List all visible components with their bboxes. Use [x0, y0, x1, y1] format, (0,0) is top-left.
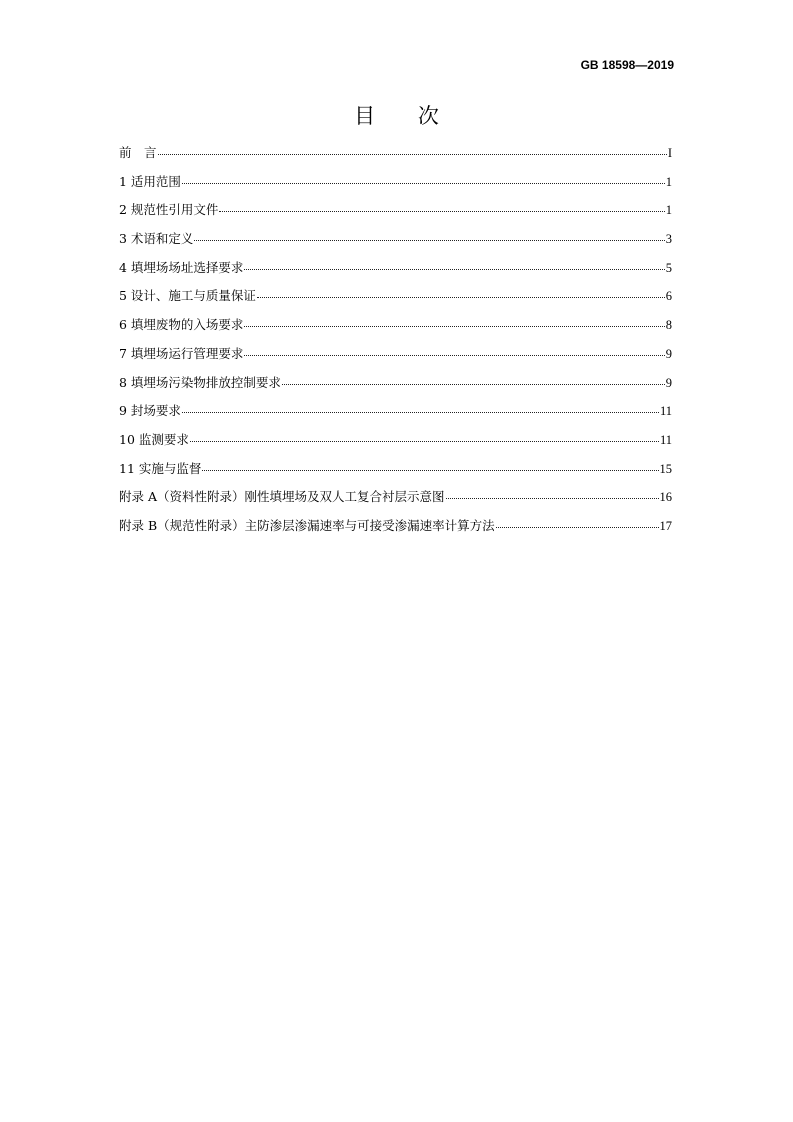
toc-entry-label: 附录 B（规范性附录）主防渗层渗漏速率与可接受渗漏速率计算方法	[119, 517, 495, 533]
toc-entry-9[interactable]	[119, 401, 672, 430]
toc-entry-label: 附录 A（资料性附录）刚性填埋场及双人工复合衬层示意图	[119, 489, 445, 505]
standard-code: GB 18598—2019	[580, 58, 674, 72]
toc-entry-page: 9	[665, 346, 672, 361]
toc-entry-label: 6 填埋废物的入场要求	[119, 317, 244, 333]
table-of-contents	[119, 143, 672, 545]
toc-entry-10[interactable]	[119, 430, 672, 459]
toc-dot-leader	[158, 142, 667, 156]
toc-entry-label: 5 设计、施工与质量保证	[119, 288, 256, 304]
toc-dot-leader	[244, 256, 664, 270]
toc-entry-6[interactable]	[119, 315, 672, 344]
toc-entry-page: 1	[665, 203, 672, 218]
toc-entry-page: 3	[665, 232, 672, 247]
toc-dot-leader	[257, 285, 665, 299]
toc-entry-page: I	[667, 146, 672, 160]
toc-entry-label: 7 填埋场运行管理要求	[119, 345, 244, 361]
toc-entry-11[interactable]	[119, 459, 672, 488]
toc-entry-appendix-a[interactable]	[119, 487, 672, 516]
toc-entry-page: 8	[665, 318, 672, 333]
toc-entry-label: 11 实施与监督	[119, 460, 202, 476]
toc-entry-3[interactable]	[119, 229, 672, 258]
toc-dot-leader	[282, 371, 665, 385]
toc-entry-7[interactable]	[119, 344, 672, 373]
toc-entry-label: 2 规范性引用文件	[119, 202, 219, 218]
toc-entry-page: 15	[659, 461, 672, 476]
toc-entry-label: 3 术语和定义	[119, 231, 194, 247]
toc-entry-page: 6	[665, 289, 672, 304]
toc-entry-label: 前 言	[119, 145, 157, 160]
toc-entry-page: 9	[665, 375, 672, 390]
toc-dot-leader	[190, 428, 659, 442]
toc-entry-page: 5	[665, 260, 672, 275]
toc-dot-leader	[194, 228, 664, 242]
toc-entry-2[interactable]	[119, 200, 672, 229]
page-title: 目 次	[354, 104, 457, 128]
toc-dot-leader	[182, 170, 665, 184]
toc-dot-leader	[244, 314, 664, 328]
toc-entry-label: 9 封场要求	[119, 403, 181, 419]
toc-entry-page: 16	[659, 490, 672, 505]
toc-dot-leader	[244, 342, 664, 356]
toc-entry-page: 1	[665, 174, 672, 189]
toc-entry-page: 11	[659, 432, 672, 447]
toc-entry-page: 11	[659, 404, 672, 419]
toc-entry-5[interactable]	[119, 286, 672, 315]
toc-entry-label: 1 适用范围	[119, 173, 181, 189]
toc-entry-appendix-b[interactable]	[119, 516, 672, 545]
toc-dot-leader	[182, 400, 659, 414]
toc-entry-foreword[interactable]	[119, 143, 672, 172]
toc-entry-8[interactable]	[119, 373, 672, 402]
toc-entry-1[interactable]	[119, 172, 672, 201]
toc-dot-leader	[446, 486, 659, 500]
toc-entry-label: 4 填埋场场址选择要求	[119, 259, 244, 275]
toc-entry-label: 8 填埋场污染物排放控制要求	[119, 374, 281, 390]
toc-dot-leader	[219, 199, 664, 213]
toc-dot-leader	[202, 457, 658, 471]
toc-entry-4[interactable]	[119, 258, 672, 287]
toc-dot-leader	[496, 514, 659, 528]
toc-entry-page: 17	[659, 518, 672, 533]
toc-entry-label: 10 监测要求	[119, 431, 189, 447]
